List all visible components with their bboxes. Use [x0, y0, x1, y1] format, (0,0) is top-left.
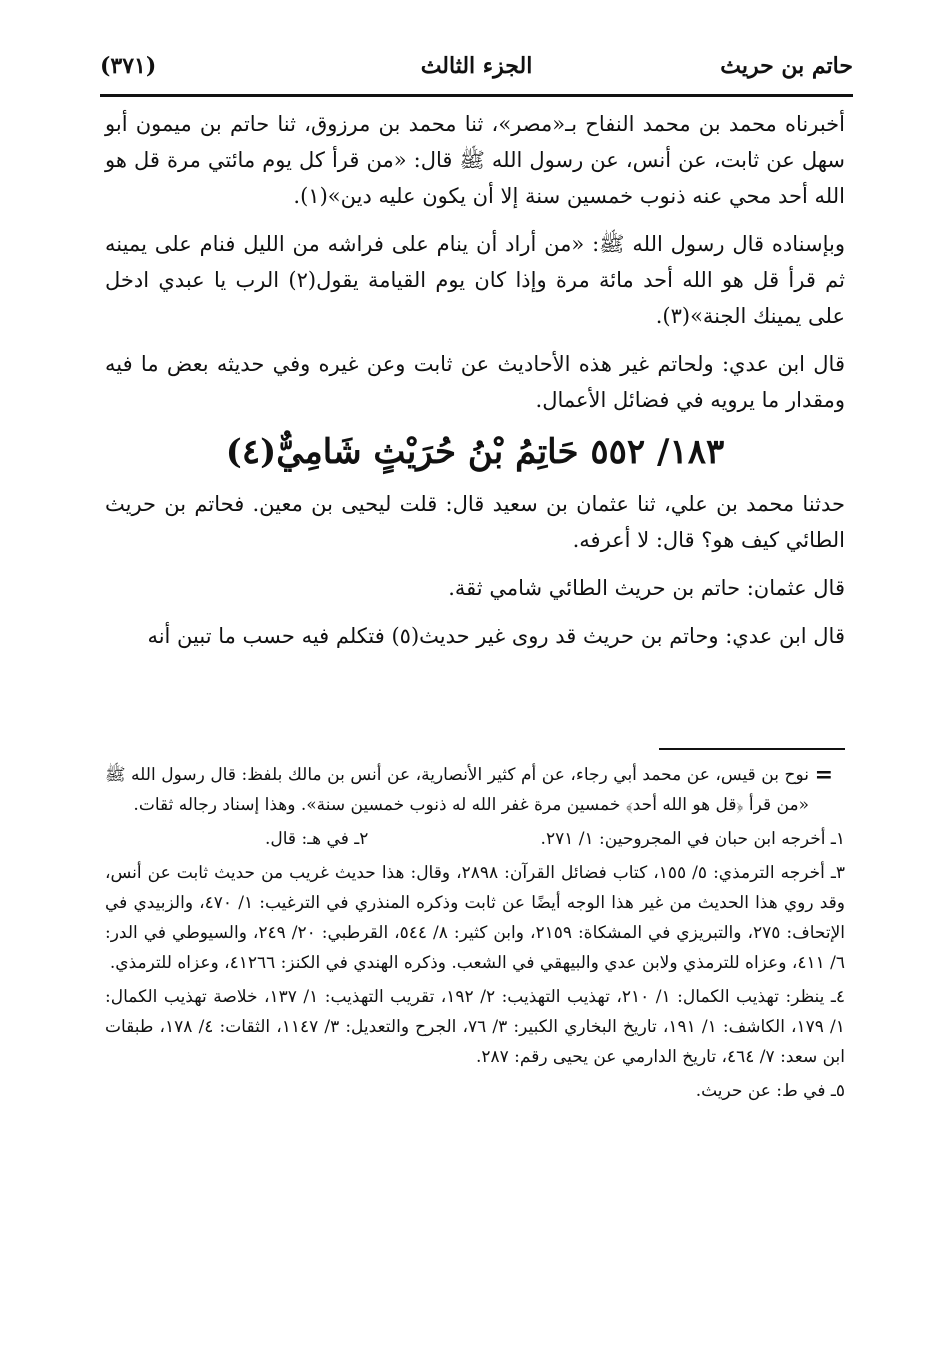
main-text: [105, 106, 845, 666]
footnote-5: ٥ـ في ط: عن حريث.: [695, 1081, 845, 1101]
footnote-3: ٣ـ أخرجه الترمذي: ٥/ ١٥٥، كتاب فضائل القرآن: ٢٨٩٨، وقال: هذا حديث غريب من حديث ثابت عن أنس، وقد روي هذا الحديث من غير هذا الوجه أيضًا عن ثابت وذكره المنذري في الترغيب: ١/ ٤٧٠، والزبيدي في الإتحاف: ٢٧٥، والتبريزي في المشكاة: ٢١٥٩، وابن كثير: ٨/ ٥٤٤، القرطبي: ٢٠/ ٢٤٩، والسيوطي في الدر: ٦/ ٤١١، وعزاه للترمذي ولابن عدي والبيهقي في الشعب. وذكره الهندي في الكنز: ٤١٢٦٦، وعزاه للترمذي.: [105, 863, 846, 973]
footnote-row-1-2: [105, 824, 845, 854]
footnote-1: ١ـ أخرجه ابن حبان في المجروحين: ١/ ٢٧١.: [540, 829, 845, 849]
paragraph-ibn-adi-closing: قال ابن عدي: وحاتم بن حريث قد روى غير حديث(٥) فتكلم فيه حسب ما تبين أنه: [147, 624, 845, 648]
continuation-mark: =: [814, 762, 833, 788]
paragraph-hadith-1: أخبرناه محمد بن محمد النفاح بـ«مصر»، ثنا محمد بن مرزوق، ثنا حاتم بن ميمون أبو سهل عن ثابت، عن أنس، عن رسول الله ﷺ قال: «من قرأ كل يوم مائتي مرة قل هو الله أحد محي عنه ذنوب خمسين سنة إلا أن يكون عليه دين»(١).: [105, 112, 845, 208]
entry-title: ١٨٣/ ٥٥٢ حَاتِمُ بْنُ حُرَيْثٍ شَامِيٌّ(٤): [225, 432, 725, 472]
page-number: (٣٧١): [100, 53, 157, 79]
header-divider: [100, 94, 853, 97]
paragraph-narration: حدثنا محمد بن علي، ثنا عثمان بن سعيد قال: قلت ليحيى بن معين. فحاتم بن حريث الطائي كيف هو؟ قال: لا أعرفه.: [105, 492, 845, 552]
footnote-continuation-text: نوح بن قيس، عن محمد أبي رجاء، عن أم كثير الأنصارية، عن أنس بن مالك بلفظ: قال رسول الله ﷺ «من قرأ ﴿قل هو الله أحد﴾ خمسين مرة غفر الله له ذنوب خمسين سنة». وهذا إسناد رجاله ثقات.: [105, 765, 809, 815]
footnotes: [105, 760, 845, 1110]
header-volume: الجزء الثالث: [420, 53, 533, 79]
paragraph-ibn-adi-comment: قال ابن عدي: ولحاتم غير هذه الأحاديث عن ثابت وعن غيره وفي حديثه بعض ما فيه ومقدار ما يرويه في فضائل الأعمال.: [105, 352, 845, 412]
header-section-title: حاتم بن حريث: [720, 53, 853, 79]
footnote-4: ٤ـ ينظر: تهذيب الكمال: ١/ ٢١٠، تهذيب التهذيب: ٢/ ١٩٢، تقريب التهذيب: ١/ ١٣٧، خلاصة تهذيب الكمال: ١/ ١٧٩، الكاشف: ١/ ١٩١، تاريخ البخاري الكبير: ٣/ ٧٦، الجرح والتعديل: ٣/ ١١٤٧، الثقات: ٤/ ١٧٨، طبقات ابن سعد: ٧/ ٤٦٤، تاريخ الدارمي عن يحيى رقم: ٢٨٧.: [105, 987, 845, 1067]
paragraph-uthman-statement: قال عثمان: حاتم بن حريث الطائي شامي ثقة.: [448, 576, 845, 600]
footnote-divider: [659, 748, 845, 750]
footnote-continuation: [105, 760, 845, 820]
paragraph-hadith-2: وبإسناده قال رسول الله ﷺ: «من أراد أن ينام على فراشه من الليل فنام على يمينه ثم قرأ قل هو الله أحد مائة مرة وإذا كان يوم القيامة يقول(٢) الرب يا عبدي ادخل على يمينك الجنة»(٣).: [105, 232, 845, 328]
footnote-2: ٢ـ في هـ: قال.: [265, 829, 369, 849]
running-header: [100, 44, 853, 88]
